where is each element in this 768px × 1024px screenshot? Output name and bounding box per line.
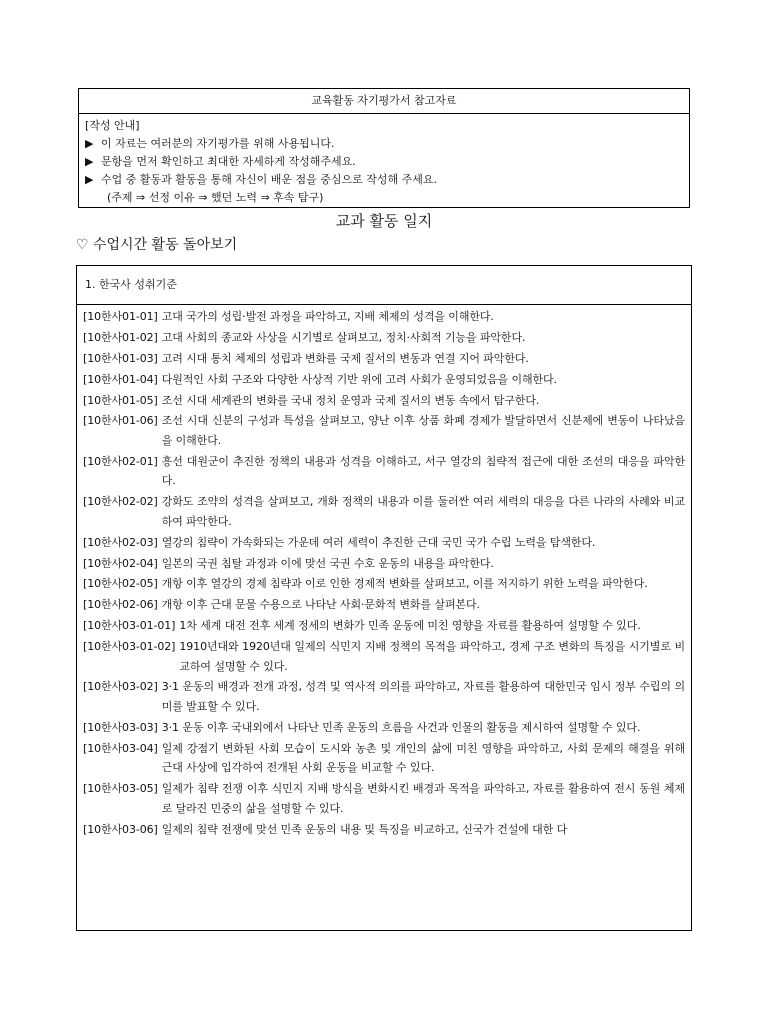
standard-text: 3·1 운동의 배경과 전개 과정, 성격 및 역사적 의의를 파악하고, 자료를 활용하여 대한민국 임시 정부 수립의 의미를 발표할 수 있다.	[161, 680, 685, 713]
standard-text: 조선 시대 신분의 구성과 특성을 살펴보고, 양난 이후 상품 화폐 경제가 발달하면서 신분제에 변동이 나타났음을 이해한다.	[161, 414, 685, 447]
standards-heading: 1. 한국사 성취기준	[77, 266, 691, 305]
standard-code: [10한사01-04]	[83, 372, 158, 386]
standard-code: [10한사02-05]	[83, 577, 158, 591]
standard-item	[83, 718, 685, 738]
standard-text: 일본의 국권 침탈 과정과 이에 맞선 국권 수호 운동의 내용을 파악한다.	[161, 556, 494, 570]
standard-item	[83, 349, 685, 369]
standard-code: [10한사01-05]	[83, 393, 158, 407]
standard-text: 고려 시대 통치 체제의 성립과 변화를 국제 질서의 변동과 연결 지어 파악한다.	[161, 351, 529, 365]
standard-text: 조선 시대 세계관의 변화를 국내 정치 운영과 국제 질서의 변동 속에서 탐구한다.	[161, 393, 540, 407]
guide-bullet-text: 이 자료는 여러분의 자기평가를 위해 사용됩니다.	[101, 137, 335, 150]
standards-box	[76, 265, 692, 931]
bullet-arrow-icon: ▶	[85, 137, 94, 150]
standard-code: [10한사02-06]	[83, 598, 158, 612]
section-heading: ♡ 수업시간 활동 돌아보기	[76, 237, 238, 253]
guide-bullet-2	[85, 153, 683, 171]
standard-text: 일제가 침략 전쟁 이후 식민지 지배 방식을 변화시킨 배경과 목적을 파악하고, 자료를 활용하여 전시 동원 체제로 달라진 민중의 삶을 설명할 수 있다.	[161, 782, 685, 815]
standard-code: [10한사01-02]	[83, 330, 158, 344]
standard-text: 일제의 침략 전쟁에 맞선 민족 운동의 내용 및 특징을 비교하고, 신국가 건설에 대한 다	[161, 822, 568, 836]
standard-code: [10한사02-03]	[83, 535, 158, 549]
standard-item	[83, 595, 685, 615]
guide-body	[79, 114, 689, 207]
standard-text: 개항 이후 열강의 경제 침략과 이로 인한 경제적 변화를 살펴보고, 이를 저지하기 위한 노력을 파악한다.	[161, 577, 648, 591]
standard-item	[83, 391, 685, 411]
standard-code: [10한사02-04]	[83, 556, 158, 570]
standard-text: 열강의 침략이 가속화되는 가운데 여러 세력이 추진한 근대 국민 국가 수립 노력을 탐색한다.	[161, 535, 596, 549]
standard-item	[83, 307, 685, 327]
standard-item	[83, 411, 685, 450]
standard-item	[83, 452, 685, 491]
standard-code: [10한사03-02]	[83, 680, 158, 694]
guide-bullet-text: 문항을 먼저 확인하고 최대한 자세하게 작성해주세요.	[101, 155, 356, 168]
standard-code: [10한사03-05]	[83, 782, 158, 796]
standard-text: 1차 세계 대전 전후 세계 정세의 변화가 민족 운동에 미친 영향을 자료를 활용하여 설명할 수 있다.	[179, 619, 641, 633]
standard-item	[83, 554, 685, 574]
standard-text: 흥선 대원군이 추진한 정책의 내용과 성격을 이해하고, 서구 열강의 침략적 접근에 대한 조선의 대응을 파악한다.	[161, 454, 685, 488]
standard-code: [10한사03-06]	[83, 822, 158, 836]
standard-item	[83, 616, 685, 636]
standard-code: [10한사03-03]	[83, 720, 158, 734]
bullet-arrow-icon: ▶	[85, 155, 94, 168]
guide-bullet-text: 수업 중 활동과 활동을 통해 자신이 배운 점을 중심으로 작성해 주세요.	[101, 173, 437, 186]
standard-item	[83, 779, 685, 818]
standards-list	[77, 305, 691, 839]
standard-item	[83, 533, 685, 553]
bullet-arrow-icon: ▶	[85, 173, 94, 186]
guide-bullet-3	[85, 171, 683, 189]
standard-item	[83, 739, 685, 778]
standard-item	[83, 677, 685, 716]
guide-note: (주제 ⇒ 선정 이유 ⇒ 했던 노력 ⇒ 후속 탐구)	[107, 191, 324, 204]
standard-item	[83, 820, 685, 840]
standard-code: [10한사03-01-01]	[83, 619, 176, 633]
standard-code: [10한사02-01]	[83, 454, 158, 468]
standard-item	[83, 492, 685, 531]
guide-title: [작성 안내]	[85, 119, 140, 132]
standard-text: 다원적인 사회 구조와 다양한 사상적 기반 위에 고려 사회가 운영되었음을 이해한다.	[161, 372, 557, 386]
standard-text: 3·1 운동 이후 국내외에서 나타난 민족 운동의 흐름을 사건과 인물의 활동을 제시하여 설명할 수 있다.	[161, 720, 641, 734]
standard-code: [10한사03-01-02]	[83, 640, 176, 654]
guide-box	[78, 88, 690, 208]
guide-header: 교육활동 자기평가서 참고자료	[79, 89, 689, 114]
standard-item	[83, 574, 685, 594]
guide-bullet-1	[85, 135, 683, 153]
standard-text: 고대 국가의 성립·발전 과정을 파악하고, 지배 체제의 성격을 이해한다.	[161, 310, 494, 323]
standard-code: [10한사03-04]	[83, 741, 158, 755]
standard-item	[83, 328, 685, 348]
standard-text: 개항 이후 근대 문물 수용으로 나타난 사회·문화적 변화를 살펴본다.	[161, 598, 480, 612]
standard-text: 고대 사회의 종교와 사상을 시기별로 살펴보고, 정치·사회적 기능을 파악한다.	[161, 330, 526, 344]
standard-text: 1910년대와 1920년대 일제의 식민지 지배 정책의 목적을 파악하고, 경제 구조 변화의 특징을 시기별로 비교하여 설명할 수 있다.	[179, 640, 685, 673]
standard-item	[83, 370, 685, 390]
standard-text: 일제 강점기 변화된 사회 모습이 도시와 농촌 및 개인의 삶에 미친 영향을 파악하고, 사회 문제의 해결을 위해 근대 사상에 입각하여 전개된 사회 운동을 비교할 수 있다.	[161, 741, 685, 775]
standard-item	[83, 637, 685, 676]
standard-code: [10한사01-03]	[83, 351, 158, 365]
standard-code: [10한사02-02]	[83, 495, 158, 509]
standard-code: [10한사01-06]	[83, 414, 158, 428]
document-title: 교과 활동 일지	[335, 212, 433, 230]
standard-code: [10한사01-01]	[83, 310, 158, 323]
standard-text: 강화도 조약의 성격을 살펴보고, 개화 정책의 내용과 이를 둘러싼 여러 세력의 대응을 다른 나라의 사례와 비교하여 파악한다.	[161, 495, 685, 528]
